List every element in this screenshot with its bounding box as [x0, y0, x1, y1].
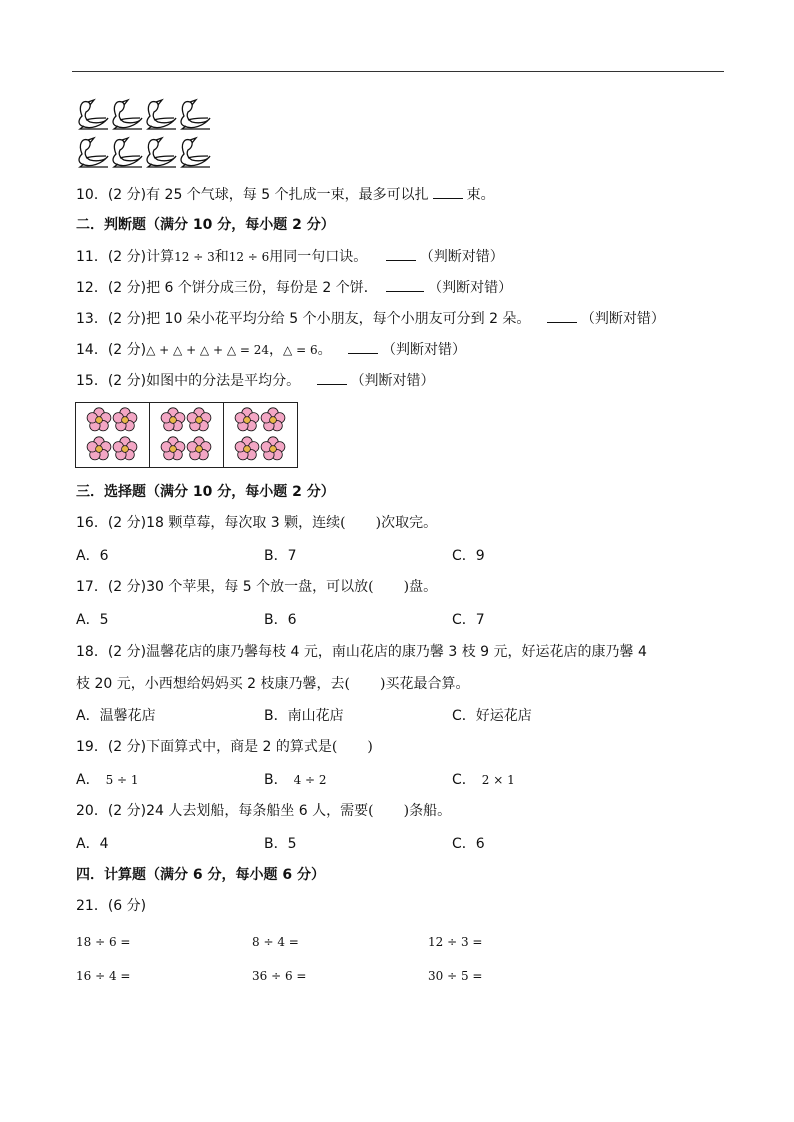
flower-icon [234, 407, 260, 437]
judge-hint: （判断对错） [580, 311, 665, 327]
flower-icon [160, 407, 186, 437]
answer-blank[interactable] [348, 339, 378, 354]
question-15-text: 15．(2 分)如图中的分法是平均分。 [76, 373, 301, 389]
question-16 [76, 513, 437, 533]
question-10-text: 10．(2 分)有 25 个气球，每 5 个扎成一束，最多可以扎 [76, 187, 429, 203]
option-b[interactable]: B．5 [264, 836, 297, 852]
question-11 [76, 246, 504, 267]
answer-blank[interactable] [386, 246, 416, 261]
paren-open: ( [368, 803, 374, 819]
flower-icon [112, 407, 138, 437]
flower-icon [86, 436, 112, 466]
question-11-prefix: 11．(2 分)计算 [76, 249, 175, 265]
paren-open: ( [344, 676, 350, 692]
question-11-mid: 和 [214, 249, 229, 265]
math-expression: 5 ÷ 1 [105, 773, 139, 787]
option-c[interactable] [452, 770, 515, 790]
question-19 [76, 737, 373, 757]
flower-icon [234, 436, 260, 466]
flower-icon [112, 436, 138, 466]
option-b[interactable]: B．南山花店 [264, 708, 344, 724]
option-c[interactable]: C．好运花店 [452, 708, 532, 724]
option-label: C． [452, 772, 476, 788]
question-10-tail: 束。 [466, 187, 495, 203]
question-10 [76, 184, 495, 205]
swans-illustration [72, 96, 212, 170]
math-expression: △ + △ + △ + △ = 24 [146, 343, 270, 357]
section-4-title: 四．计算题（满分 6 分，每小题 6 分） [76, 867, 325, 883]
question-12-text: 12．(2 分)把 6 个饼分成三份，每份是 2 个饼． [76, 280, 378, 296]
question-13-text: 13．(2 分)把 10 朵小花平均分给 5 个小朋友，每个小朋友可分到 2 朵。 [76, 311, 531, 327]
judge-hint: （判断对错） [350, 373, 435, 389]
question-18-text: 枝 20 元，小西想给妈妈买 2 枝康乃馨，去 [76, 676, 345, 692]
flower-icon [260, 436, 286, 466]
option-b[interactable]: B．7 [264, 548, 297, 564]
option-label: B． [264, 772, 288, 788]
question-17-post: 盘。 [409, 579, 438, 595]
question-20 [76, 801, 451, 821]
option-b[interactable] [264, 770, 327, 790]
question-14 [76, 339, 466, 360]
option-c[interactable]: C．6 [452, 836, 485, 852]
calc-item: 8 ÷ 4 = [252, 935, 299, 949]
flower-groups-figure [75, 402, 298, 468]
question-13 [76, 308, 665, 329]
question-14-prefix: 14．(2 分) [76, 342, 147, 358]
option-a[interactable]: A．4 [76, 836, 109, 852]
flower-group [76, 403, 150, 467]
question-20-text: 20．(2 分)24 人去划船，每条船坐 6 人，需要 [76, 803, 369, 819]
question-20-post: 条船。 [409, 803, 452, 819]
option-b[interactable]: B．6 [264, 612, 297, 628]
question-19-text: 19．(2 分)下面算式中，商是 2 的算式是 [76, 739, 332, 755]
flower-icon [186, 436, 212, 466]
question-18-line-2 [76, 674, 469, 694]
flower-icon [186, 407, 212, 437]
paren-close: ) [403, 803, 410, 819]
question-18-line-1: 18．(2 分)温馨花店的康乃馨每枝 4 元，南山花店的康乃馨 3 枝 9 元，好运花店的康乃馨 4 [76, 644, 647, 660]
flower-group [224, 403, 297, 467]
answer-blank[interactable] [317, 370, 347, 385]
option-a[interactable]: A．温馨花店 [76, 708, 156, 724]
question-15 [76, 370, 435, 391]
paren-close: ) [375, 515, 382, 531]
calc-item: 36 ÷ 6 = [252, 969, 307, 983]
option-c[interactable]: C．7 [452, 612, 485, 628]
flower-icon [260, 407, 286, 437]
math-expression: 2 × 1 [481, 773, 515, 787]
calc-item: 18 ÷ 6 = [76, 935, 131, 949]
math-expression: △ = 6 [283, 343, 318, 357]
header-rule [72, 71, 724, 72]
calc-item: 12 ÷ 3 = [428, 935, 483, 949]
section-3-title: 三．选择题（满分 10 分，每小题 2 分） [76, 484, 335, 500]
question-21: 21．(6 分) [76, 898, 147, 914]
paren-open: ( [368, 579, 374, 595]
question-12 [76, 277, 512, 298]
question-17 [76, 577, 437, 597]
judge-hint: （判断对错） [382, 342, 467, 358]
calc-item: 16 ÷ 4 = [76, 969, 131, 983]
option-a[interactable]: A．5 [76, 612, 109, 628]
calc-item: 30 ÷ 5 = [428, 969, 483, 983]
question-18-post: 买花最合算。 [385, 676, 470, 692]
paren-open: ( [340, 515, 346, 531]
paren-close: ) [403, 579, 410, 595]
option-a[interactable]: A．6 [76, 548, 109, 564]
option-c[interactable]: C．9 [452, 548, 485, 564]
flower-group [150, 403, 224, 467]
answer-blank[interactable] [386, 277, 424, 292]
paren-open: ( [331, 739, 338, 755]
flower-icon [86, 407, 112, 437]
paren-close: ) [367, 739, 373, 755]
math-expression: 12 ÷ 3 [174, 250, 215, 264]
flower-icon [160, 436, 186, 466]
punctuation: ， [269, 342, 284, 358]
section-2-title: 二．判断题（满分 10 分，每小题 2 分） [76, 217, 335, 233]
math-expression: 4 ÷ 2 [293, 773, 327, 787]
judge-hint: （判断对错） [419, 249, 504, 265]
punctuation: 。 [317, 342, 332, 358]
judge-hint: （判断对错） [428, 280, 513, 296]
answer-blank[interactable] [547, 308, 577, 323]
option-a[interactable] [76, 770, 139, 790]
option-label: A． [76, 772, 100, 788]
question-16-post: 次取完。 [381, 515, 438, 531]
question-17-text: 17．(2 分)30 个苹果，每 5 个放一盘，可以放 [76, 579, 369, 595]
math-expression: 12 ÷ 6 [228, 250, 270, 264]
paren-close: ) [380, 676, 386, 692]
question-16-text: 16．(2 分)18 颗草莓，每次取 3 颗，连续 [76, 515, 341, 531]
question-11-post: 用同一句口诀。 [269, 249, 368, 265]
answer-blank[interactable] [433, 184, 463, 199]
